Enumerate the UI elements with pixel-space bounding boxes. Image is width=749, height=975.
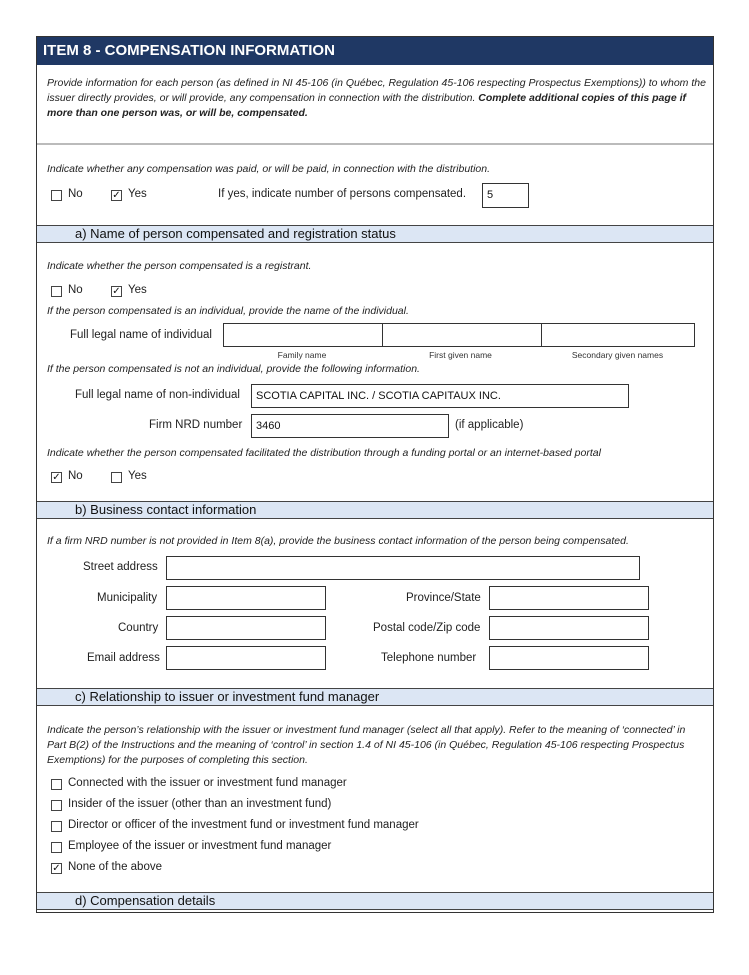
portal-no-checkbox[interactable]: ✓ — [52, 472, 61, 483]
country-label: Country — [118, 622, 159, 634]
section-d-header: d) Compensation details — [37, 892, 713, 910]
section-b-header: b) Business contact information — [37, 501, 713, 519]
employee-label: Employee of the issuer or investment fund manager — [68, 840, 332, 852]
nrd-label: Firm NRD number — [149, 419, 243, 431]
postal-label: Postal code/Zip code — [373, 622, 481, 634]
employee-checkbox[interactable] — [51, 842, 62, 853]
compensation-question: Indicate whether any compensation was paid, or will be paid, in connection with the distribution. — [47, 163, 491, 175]
compensation-no-checkbox[interactable] — [51, 190, 62, 201]
municipality-input[interactable] — [166, 586, 326, 610]
none-of-above-checkbox[interactable]: ✓ — [52, 863, 61, 874]
section-c-header: c) Relationship to issuer or investment fund manager — [37, 688, 713, 706]
portal-no-label: No — [68, 470, 83, 482]
family-name-input[interactable] — [224, 324, 382, 346]
portal-yes-checkbox[interactable] — [111, 472, 122, 483]
registrant-no-checkbox[interactable] — [51, 286, 62, 297]
portal-yes-label: Yes — [128, 470, 147, 482]
individual-name-group — [223, 323, 695, 347]
first-given-caption: First given name — [429, 350, 492, 360]
nrd-input[interactable]: 3460 — [251, 414, 449, 438]
item-title: ITEM 8 - COMPENSATION INFORMATION — [37, 37, 713, 65]
connected-label: Connected with the issuer or investment fund manager — [68, 777, 347, 789]
compensation-form — [36, 36, 714, 913]
persons-count-label: If yes, indicate number of persons compensated. — [218, 188, 467, 200]
connected-checkbox[interactable] — [51, 779, 62, 790]
compensation-yes-label: Yes — [128, 188, 147, 200]
secondary-given-names-input[interactable] — [541, 324, 695, 346]
email-label: Email address — [87, 652, 160, 664]
director-officer-label: Director or officer of the investment fund or investment fund manager — [68, 819, 419, 831]
intro-text — [47, 76, 707, 121]
none-of-above-label: None of the above — [68, 861, 162, 873]
relationship-instruction: Indicate the person’s relationship with the issuer or investment fund manager (select all that apply). Refer to the meaning of ‘connected’ in Part B(2) of the Instructions and the meaning of ‘control’ in section 1.4 of NI 45-106 (in Québec, Regulation 45-106 respecting Prospectus Exemptions) for the purposes of completing this section. — [47, 724, 686, 766]
director-officer-checkbox[interactable] — [51, 821, 62, 832]
persons-count-input[interactable]: 5 — [482, 183, 529, 208]
family-name-caption: Family name — [277, 350, 327, 360]
compensation-yes-checkbox[interactable]: ✓ — [112, 190, 121, 201]
section-a-header: a) Name of person compensated and registration status — [37, 225, 713, 243]
nrd-note: (if applicable) — [455, 419, 524, 431]
province-label: Province/State — [406, 592, 481, 604]
registrant-question: Indicate whether the person compensated is a registrant. — [47, 260, 312, 272]
secondary-given-caption: Secondary given names — [571, 350, 664, 360]
portal-question: Indicate whether the person compensated facilitated the distribution through a funding portal or an internet-based portal — [47, 447, 601, 459]
postal-input[interactable] — [489, 616, 649, 640]
first-given-name-input[interactable] — [382, 324, 541, 346]
compensation-no-label: No — [68, 188, 83, 200]
municipality-label: Municipality — [97, 592, 158, 604]
individual-instruction: If the person compensated is an individual, provide the name of the individual. — [47, 305, 409, 317]
email-input[interactable] — [166, 646, 326, 670]
phone-label: Telephone number — [381, 652, 477, 664]
country-input[interactable] — [166, 616, 326, 640]
registrant-yes-checkbox[interactable]: ✓ — [112, 286, 121, 297]
individual-name-label: Full legal name of individual — [70, 329, 212, 341]
street-label: Street address — [83, 561, 158, 573]
business-contact-instruction: If a firm NRD number is not provided in Item 8(a), provide the business contact information of the person being compensated. — [47, 535, 629, 547]
registrant-no-label: No — [68, 284, 83, 296]
divider — [37, 143, 713, 145]
insider-checkbox[interactable] — [51, 800, 62, 811]
street-input[interactable] — [166, 556, 640, 580]
non-individual-name-input[interactable]: SCOTIA CAPITAL INC. / SCOTIA CAPITAUX INC. — [251, 384, 629, 408]
phone-input[interactable] — [489, 646, 649, 670]
insider-label: Insider of the issuer (other than an investment fund) — [68, 798, 332, 810]
non-individual-instruction: If the person compensated is not an individual, provide the following information. — [47, 363, 420, 375]
non-individual-label: Full legal name of non-individual — [75, 389, 240, 401]
intro-normal: Provide information for each person (as defined in NI 45-106 (in Québec, Regulation 45-106 respecting Prospectus Exemptions)) to whom the issuer directly provides, or will provide, any compensation in connection with the distribution. — [47, 77, 706, 104]
registrant-yes-label: Yes — [128, 284, 147, 296]
intro-bold: Complete additional copies of this page if more than one person was, or will be, compensated. — [47, 92, 686, 119]
province-input[interactable] — [489, 586, 649, 610]
